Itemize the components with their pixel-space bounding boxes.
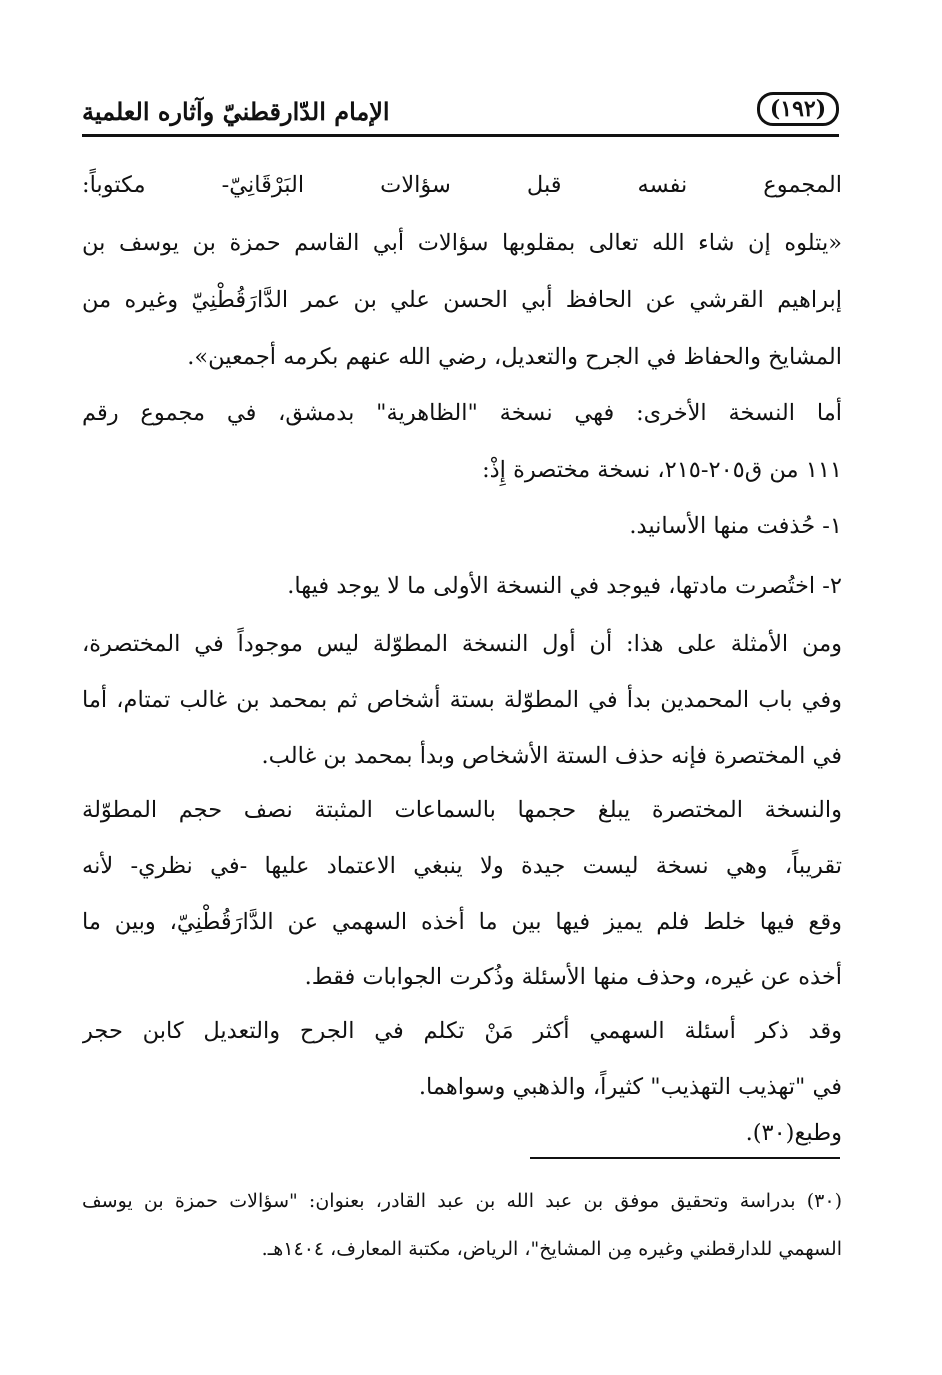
running-title: الإمام الدّارقطنيّ وآثاره العلمية bbox=[82, 97, 390, 126]
body-line-16: وقد ذكر أسئلة السهمي أكثر مَنْ تكلم في الجرح والتعديل كابن حجر bbox=[82, 1018, 842, 1044]
page-header bbox=[82, 88, 839, 137]
body-line-3: إبراهيم القرشي عن الحافظ أبي الحسن علي بن عمر الدَّارَقُطْنِيّ وغيره من bbox=[82, 287, 842, 313]
body-line-7: ١- حُذفت منها الأسانيد. bbox=[629, 513, 842, 539]
body-line-10: وفي باب المحمدين بدأ في المطوّلة بستة أشخاص ثم بمحمد بن غالب تمتام، أما bbox=[82, 687, 842, 713]
body-line-6: ١١١ من ق٢٠٥-٢١٥، نسخة مختصرة إِذْ: bbox=[482, 457, 842, 483]
body-line-5: أما النسخة الأخرى: فهي نسخة "الظاهرية" بدمشق، في مجموع رقم bbox=[82, 400, 842, 426]
body-line-15: أخذه عن غيره، وحذف منها الأسئلة وذُكرت الجوابات فقط. bbox=[304, 964, 842, 990]
body-line-2: «يتلوه إن شاء الله تعالى بمقلوبها سؤالات أبي القاسم حمزة بن يوسف بن bbox=[82, 230, 842, 256]
body-line-9: ومن الأمثلة على هذا: أن أول النسخة المطوّلة ليس موجوداً في المختصرة، bbox=[82, 631, 842, 657]
running-title-wrap bbox=[82, 94, 642, 130]
body-line-14: وقع فيها خلط فلم يميز فيها بين ما أخذه السهمي عن الدَّارَقُطْنِيّ، وبين ما bbox=[82, 909, 842, 935]
body-line-1: المجموع نفسه قبل سؤالات البَرْقَانِيّ- مكتوباً: bbox=[82, 172, 842, 198]
page-number: (١٩٢) bbox=[757, 92, 839, 126]
body-line-12: والنسخة المختصرة يبلغ حجمها بالسماعات المثبتة نصف حجم المطوّلة bbox=[82, 797, 842, 823]
footnote-line-2: السهمي للدارقطني وغيره مِن المشايخ"، الرياض، مكتبة المعارف، ١٤٠٤هـ. bbox=[261, 1238, 842, 1260]
body-line-13: تقريباً، وهي نسخة ليست جيدة ولا ينبغي الاعتماد عليها -في نظري- لأنه bbox=[82, 853, 842, 879]
footnote-line-1: (٣٠) بدراسة وتحقيق موفق بن عبد الله بن عبد القادر، بعنوان: "سؤالات حمزة بن يوسف bbox=[82, 1190, 842, 1212]
body-line-8: ٢- اختُصرت مادتها، فيوجد في النسخة الأولى ما لا يوجد فيها. bbox=[287, 573, 842, 599]
body-line-11: في المختصرة فإنه حذف الستة الأشخاص وبدأ بمحمد بن غالب. bbox=[261, 743, 842, 769]
footnote-separator bbox=[530, 1157, 840, 1159]
body-line-4: المشايخ والحفاظ في الجرح والتعديل، رضي الله عنهم بكرمه أجمعين». bbox=[187, 344, 842, 370]
body-line-17: في "تهذيب التهذيب" كثيراً، والذهبي وسواهما. bbox=[418, 1074, 842, 1100]
body-line-18: وطبع(٣٠). bbox=[745, 1120, 842, 1146]
